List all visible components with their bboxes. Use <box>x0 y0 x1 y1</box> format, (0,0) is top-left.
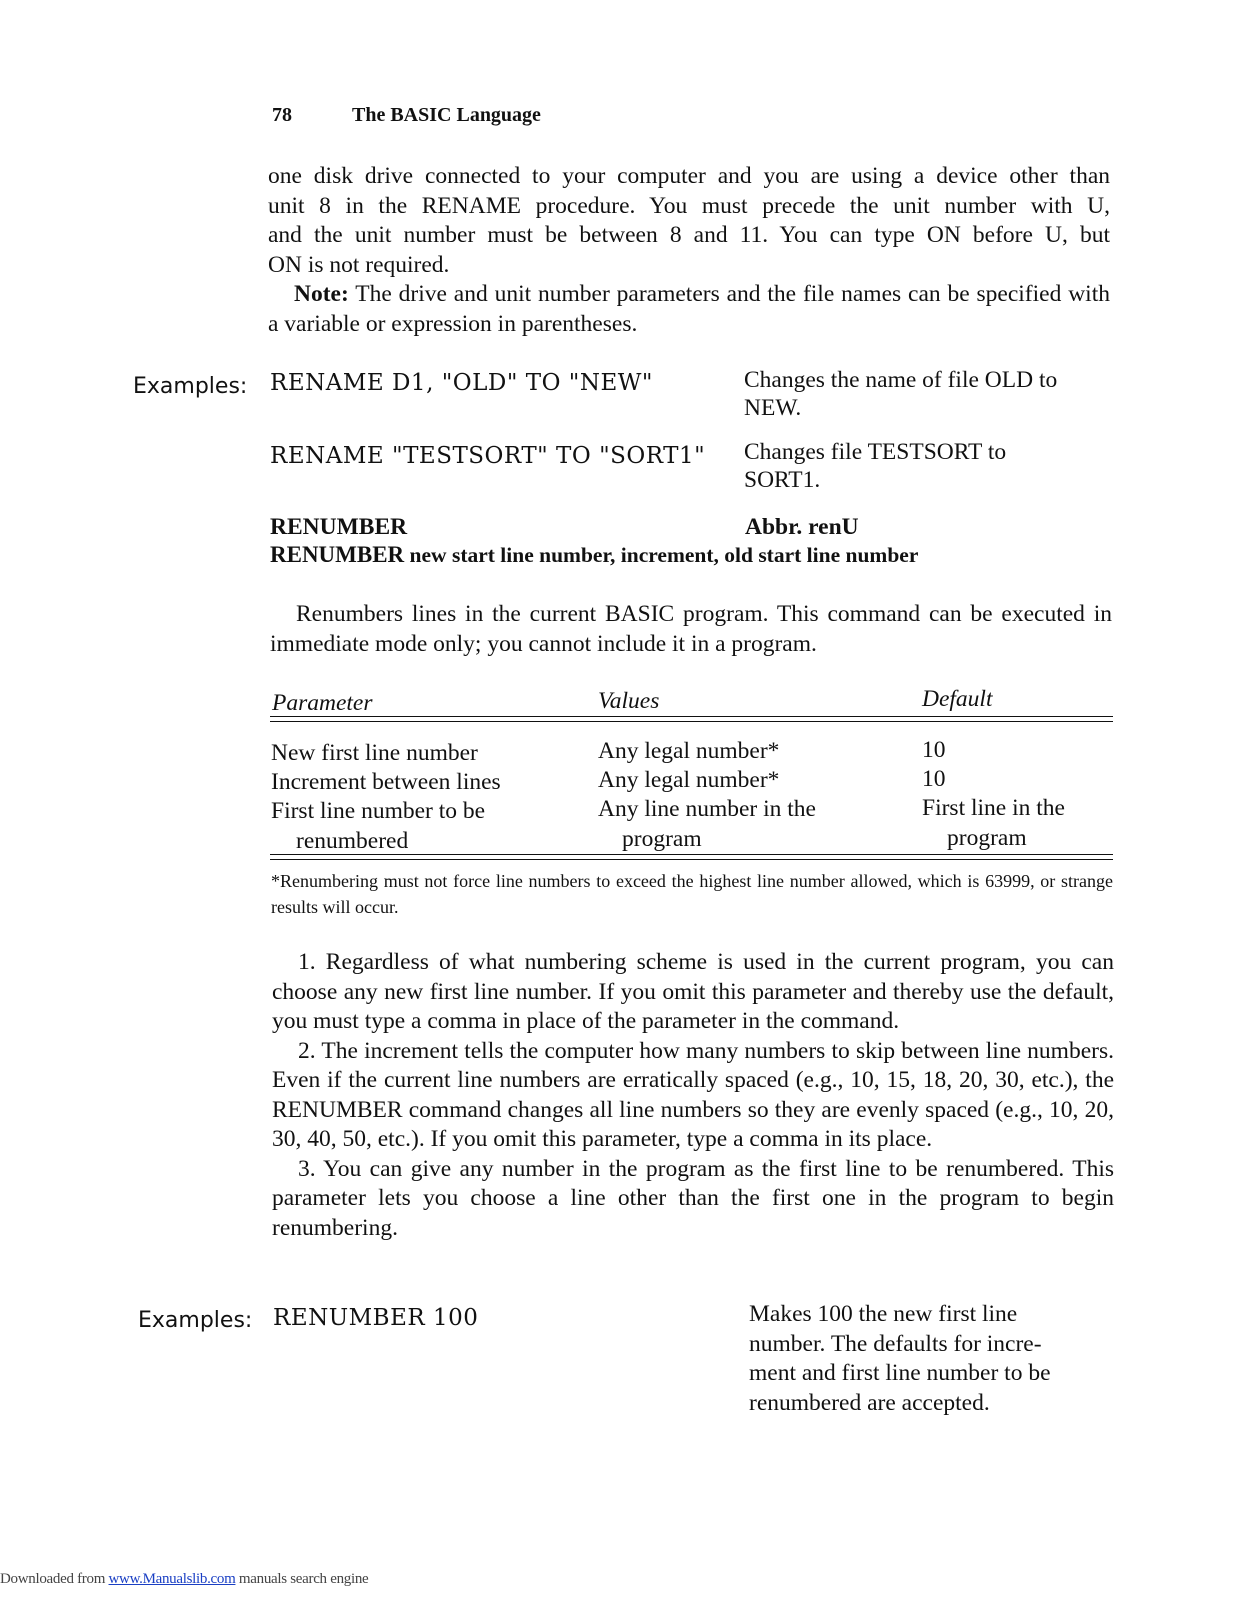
table-rule-bottom <box>270 854 1113 855</box>
command-syntax <box>270 542 918 568</box>
syntax-command: RENUMBER <box>270 542 405 567</box>
note-item: 2. The increment tells the computer how many numbers to skip between line numbers. Even if the current line numbers are erratically spaced (e.g., 10, 15, 18, 20, 30, etc.), the RENUMBER command changes all line numbers so they are evenly spaced (e.g., 10, 20, 30, 40, 50, etc.). If you omit this parameter, type a comma in its place. <box>272 1037 1114 1152</box>
table-cell-default: 10 <box>922 737 946 763</box>
command-name: RENUMBER <box>270 514 408 540</box>
footer-suffix: manuals search engine <box>235 1571 369 1587</box>
table-cell-parameter-cont: renumbered <box>296 828 409 854</box>
table-header-default: Default <box>922 686 993 712</box>
note-label: Note: <box>294 281 349 307</box>
intro-line: and the unit number must be between 8 and 11. You can type ON before U, but <box>268 222 1110 248</box>
table-cell-parameter: Increment between lines <box>271 769 501 795</box>
example-description-line: SORT1. <box>744 467 821 493</box>
manualslib-link[interactable]: www.Manualslib.com <box>108 1571 236 1587</box>
command-abbreviation: Abbr. renU <box>745 514 859 540</box>
table-footnote: *Renumbering must not force line numbers to exceed the highest line number allowed, which is 63999, or strange results will occur. <box>271 871 1113 917</box>
footer-prefix: Downloaded from <box>0 1571 109 1587</box>
page-number: 78 <box>272 104 292 126</box>
table-cell-default: 10 <box>922 766 946 792</box>
note-text: The drive and unit number parameters and the file names can be specified with a variable or expression in parentheses. <box>268 281 1110 337</box>
example-code: RENAME D1, "OLD" TO "NEW" <box>270 370 653 396</box>
table-cell-values: Any legal number* <box>598 767 780 793</box>
example-description <box>744 438 1114 494</box>
example-description-line: renumbered are accepted. <box>749 1389 990 1416</box>
table-cell-values: Any legal number* <box>598 738 780 764</box>
chapter-title: The BASIC Language <box>352 104 541 126</box>
example-code: RENUMBER 100 <box>273 1305 479 1331</box>
example-description <box>744 366 1114 422</box>
table-cell-parameter: New first line number <box>271 740 478 766</box>
syntax-arguments: new start line number, increment, old start line number <box>404 543 919 567</box>
table-cell-values-cont: program <box>622 826 702 852</box>
examples-label: Examples: <box>133 374 248 399</box>
intro-paragraph <box>268 162 1110 339</box>
table-rule-bottom-2 <box>270 859 1113 860</box>
table-cell-parameter: First line number to be <box>271 798 486 824</box>
note-item: 3. You can give any number in the program as the first line to be renumbered. This parameter lets you choose a line other than the first one in the program to begin renumbering. <box>272 1155 1114 1241</box>
examples-label: Examples: <box>138 1308 253 1333</box>
example-description-line: Changes the name of file OLD to <box>744 367 1058 393</box>
description-text: Renumbers lines in the current BASIC program. This command can be executed in immediate mode only; you cannot include it in a program. <box>270 601 1112 657</box>
table-cell-default: First line in the <box>922 795 1065 821</box>
intro-line: unit 8 in the RENAME procedure. You must precede the unit number with U, <box>268 192 1110 219</box>
intro-line: ON is not required. <box>268 251 450 278</box>
table-header-parameter: Parameter <box>272 690 373 716</box>
table-cell-values: Any line number in the <box>598 796 816 822</box>
example-code: RENAME "TESTSORT" TO "SORT1" <box>270 443 706 469</box>
example-description-line: number. The defaults for incre- <box>749 1330 1042 1357</box>
note-paragraph <box>268 280 1110 339</box>
running-header <box>272 104 541 127</box>
example-description-line: ment and first line number to be <box>749 1360 1051 1386</box>
table-rule-top-2 <box>270 721 1113 722</box>
example-description-line: NEW. <box>744 395 802 421</box>
example-description-line: Changes file TESTSORT to <box>744 439 1007 465</box>
table-rule-top <box>270 716 1113 717</box>
notes-list <box>272 948 1114 1243</box>
intro-line: one disk drive connected to your computer and you are using a device other than <box>268 163 1110 189</box>
example-description <box>749 1300 1119 1418</box>
command-description <box>270 600 1112 659</box>
download-footer <box>0 1571 368 1588</box>
note-item: 1. Regardless of what numbering scheme is used in the current program, you can choose any new first line number. If you omit this parameter and thereby use the default, you must type a comma in place of the parameter in the command. <box>272 949 1114 1034</box>
table-header-values: Values <box>598 688 660 714</box>
table-cell-default-cont: program <box>947 825 1027 851</box>
example-description-line: Makes 100 the new first line <box>749 1301 1018 1327</box>
